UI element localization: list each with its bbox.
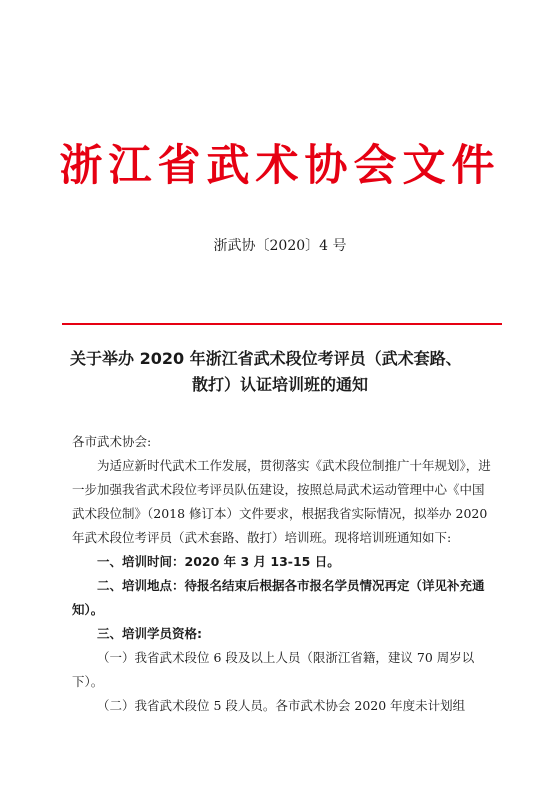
notice-title-line2: 散打）认证培训班的通知 — [191, 375, 368, 394]
notice-title — [70, 346, 500, 398]
notice-title-line1: 关于举办 2020 年浙江省武术段位考评员（武术套路、 — [70, 349, 462, 368]
red-divider — [62, 323, 502, 325]
item-location: 二、培训地点：待报名结束后根据各市报名学员情况再定（详见补充通知）。 — [72, 578, 485, 617]
item-time: 一、培训时间：2020 年 3 月 13-15 日。 — [97, 554, 340, 569]
org-title: 浙江省武术协会文件 — [59, 141, 501, 191]
sub-item-2: （二）我省武术段位 5 段人员。各市武术协会 2020 年度未计划组 — [97, 698, 466, 713]
doc-number: 浙武协〔2020〕4 号 — [213, 238, 347, 254]
intro-paragraph: 为适应新时代武术工作发展，贯彻落实《武术段位制推广十年规划》，进一步加强我省武术段位考评员队伍建设，按照总局武术运动管理中心《中国武术段位制》（2018 修订本）文件要求，根据我省实际情况，拟举办 2020 年武术段位考评员（武术套路、散打）培训班。现将培训班通知如下: — [72, 458, 491, 545]
item-qualification: 三、培训学员资格: — [97, 626, 202, 641]
salutation: 各市武术协会: — [72, 434, 152, 449]
body-text — [72, 430, 492, 718]
sub-item-1: （一）我省武术段位 6 段及以上人员（限浙江省籍，建议 70 周岁以下）。 — [72, 650, 475, 689]
